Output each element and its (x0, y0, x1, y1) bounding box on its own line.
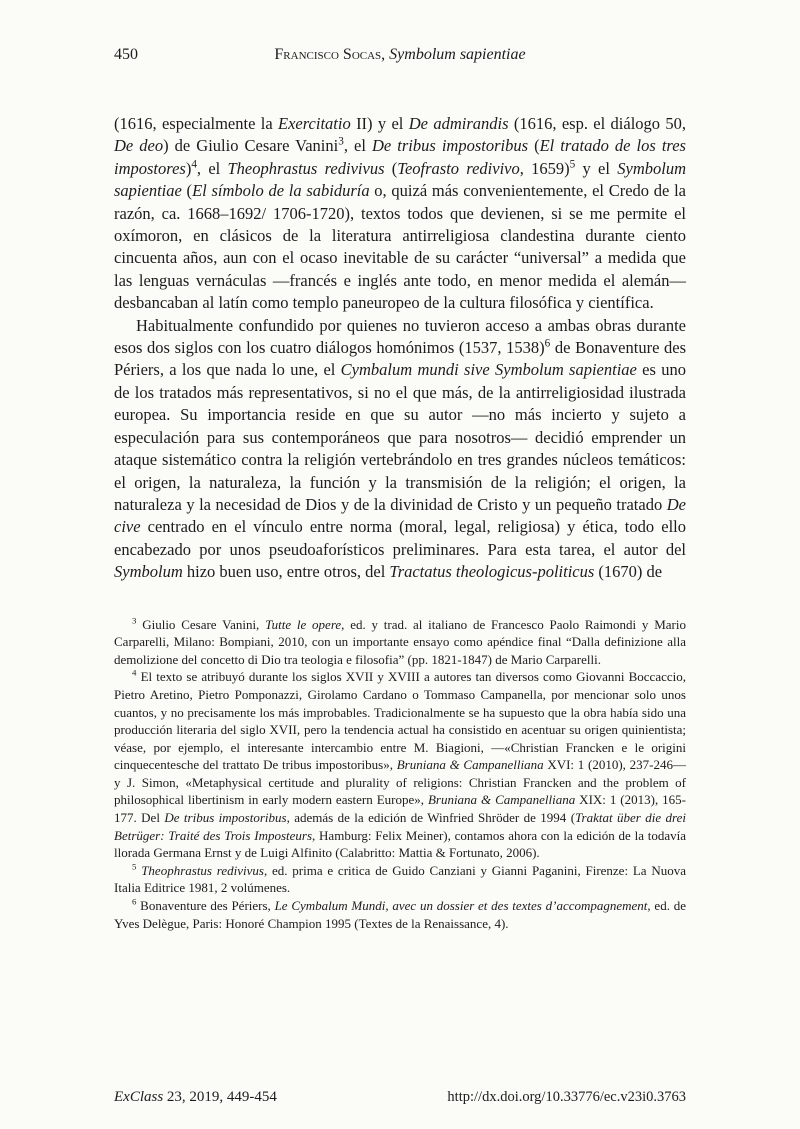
journal-citation: ExClass 23, 2019, 449-454 (114, 1089, 277, 1105)
running-title: Francisco Socas, Symbolum sapientiae (274, 46, 526, 63)
footnotes-section (114, 616, 686, 933)
footnote-5 (114, 862, 686, 897)
footnote-text: Giulio Cesare Vanini, Tutte le opere, ed. y trad. al italiano de Francesco Paolo Raimondi y Mario Carparelli, Milano: Bompiani, 2010, con un importante ensayo como apéndice final “Dalla definizione alla demolizione del concetto di Dio tra teologia e filosofia” (pp. 1821-1847) de Mario Carparelli. (114, 616, 686, 667)
article-body (114, 113, 686, 584)
footnote-4 (114, 668, 686, 862)
footnote-number: 3 (132, 615, 137, 626)
footnote-3 (114, 616, 686, 669)
paragraph-2: Habitualmente confundido por quienes no tuvieron acceso a ambas obras durante esos dos siglos con los cuatro diálogos homónimos (1537, 1538)$^6$ de Bonaventure des Périers, a los que nada lo une, el Cymbalum mundi sive Symbolum sapientiae es uno de los tratados más representativos, si no el que más, de la antirreligiosidad ilustrada europea. Su importancia reside en que su autor —no más incierto y sujeto a especulación para sus contemporáneos que para nosotros— decidió emprender un ataque sistemático contra la religión vertebrándolo en tres grandes núcleos temáticos: el origen, la naturaleza, la función y la transmisión de la religión; el origen, la naturaleza y la necesidad de Dios y de la divinidad de Cristo y un pequeño tratado De cive centrado en el vínculo entre norma (moral, legal, religiosa) y ética, todo ello encabezado por unos pseudoaforísticos preliminares. Para esta tarea, el autor del Symbolum hizo buen uso, entre otros, del Tractatus theologicus-politicus (1670) de (114, 315, 687, 582)
footnote-number: 6 (132, 896, 137, 907)
paragraph-1: (1616, especialmente la Exercitatio II) y el De admirandis (1616, esp. el diálogo 50, De deo) de Giulio Cesare Vanini$^3$, el De tribus impostoribus (El tratado de los tres impostores)$^4$, el Theophrastus redivivus (Teofrasto redivivo, 1659)$^5$ y el Symbolum sapientiae (El símbolo de la sabiduría o, quizá más convenientemente, el Credo de la razón, ca. 1668–1692/ 1706-1720), textos todos que devienen, si se me permite el oxímoron, en clásicos de la literatura antirreligiosa clandestina durante ciento cincuenta años, aun con el ocaso inevitable de su carácter “universal” a medida que las lenguas vernáculas —francés e inglés ante todo, en menor medida el alemán— desbancaban al latín como templo paneuropeo de la cultura filosófica y científica. (114, 114, 686, 313)
page-number: 450 (114, 46, 138, 63)
footnote-text: Theophrastus redivivus, ed. prima e critica de Guido Canziani y Gianni Paganini, Firenze: La Nuova Italia Editrice 1981, 2 volúmenes. (114, 862, 686, 896)
footnote-number: 4 (132, 667, 137, 678)
page-footer (114, 1087, 686, 1107)
footnote-text: El texto se atribuyó durante los siglos XVII y XVIII a autores tan diversos como Giovanni Boccaccio, Pietro Aretino, Pietro Pomponazzi, Girolamo Cardano o Tommaso Campanella, por mencionar solo unos cuantos, y no precisamente los más improbables. Tradicionalmente se ha supuesto que la obra había sido una producción literaria del siglo XVII, pero la tendencia actual ha consistido en acentuar su origen quinientista; véase, por ejemplo, el interesante intercambio entre M. Biagioni, —«Christian Francken e le origini cinquecentesche del trattato De tribus impostoribus», Bruniana & Campanelliana XVI: 1 (2010), 237-246— y J. Simon, «Metaphysical certitude and plurality of religions: Christian Francken and the problem of philosophical libertinism in early modern eastern Europe», Bruniana & Campanelliana XIX: 1 (2013), 165-177. Del De tribus impostoribus, además de la edición de Winfried Shröder de 1994 (Traktat über die drei Betrüger: Traité des Trois Imposteurs, Hamburg: Felix Meiner), contamos ahora con la edición de la todavía llorada Germana Ernst y de Luigi Alfinito (Calabritto: Mattia & Fortunato, 2006). (114, 669, 686, 861)
footnote-6 (114, 897, 686, 932)
footnote-text: Bonaventure des Périers, Le Cymbalum Mundi, avec un dossier et des textes d’accompagnement, ed. de Yves Delègue, Paris: Honoré Champion 1995 (Textes de la Renaissance, 4). (114, 898, 686, 931)
running-header (114, 44, 686, 66)
doi-link[interactable]: http://dx.doi.org/10.33776/ec.v23i0.3763 (447, 1089, 686, 1105)
footnote-number: 5 (132, 861, 137, 872)
